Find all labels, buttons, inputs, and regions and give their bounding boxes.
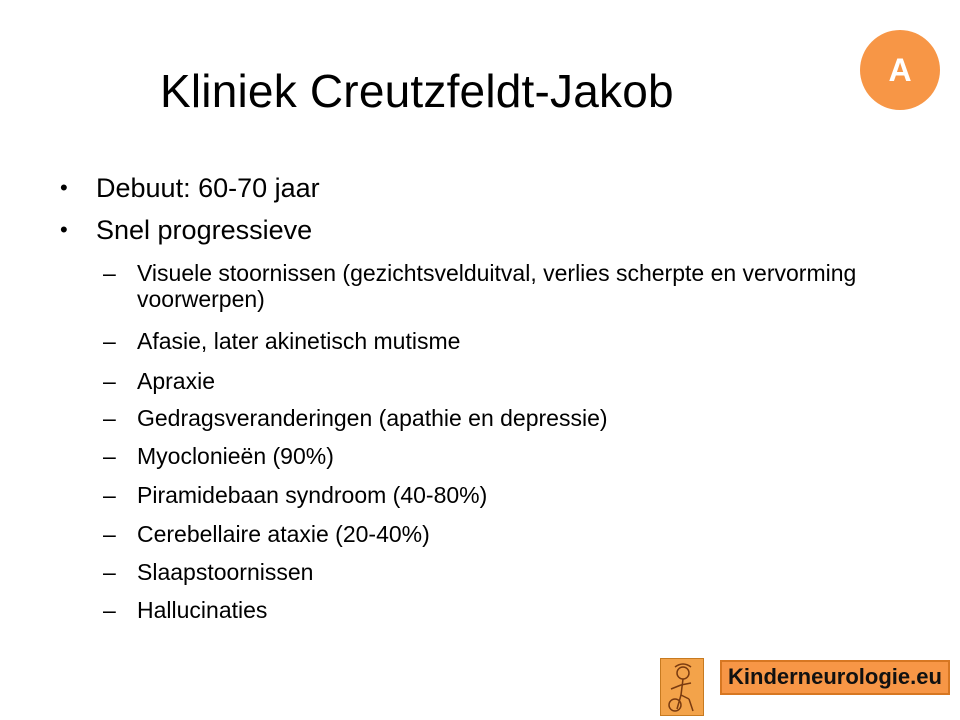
site-logo-text: Kinderneurologie.eu (720, 660, 950, 695)
child-drawing-icon (660, 658, 704, 716)
sub-bullet-item (103, 368, 897, 394)
sub-bullet-item (103, 482, 897, 508)
sub-bullet-text: Myoclonieën (90%) (137, 443, 334, 469)
sub-bullet-item (103, 597, 897, 623)
sub-bullet-text: Gedragsveranderingen (apathie en depressie) (137, 405, 608, 431)
bullet-text: Snel progressieve (96, 215, 313, 245)
dash-icon: – (103, 482, 116, 508)
sub-bullet-text: Apraxie (137, 368, 215, 394)
bullet-icon: • (60, 175, 68, 200)
dash-icon: – (103, 597, 116, 623)
bullet-text: Debuut: 60-70 jaar (96, 173, 320, 203)
sub-bullet-text: Cerebellaire ataxie (20-40%) (137, 521, 430, 547)
sub-bullet-item (103, 260, 897, 312)
sub-bullet-item (103, 405, 897, 431)
sub-bullet-item (103, 443, 897, 469)
sub-bullet-text: Slaapstoornissen (137, 559, 314, 585)
sub-bullet-item (103, 559, 897, 585)
sub-bullet-text: Piramidebaan syndroom (40-80%) (137, 482, 488, 508)
sub-bullet-text: Visuele stoornissen (gezichtsvelduitval, verlies scherpte en vervorming voorwerpen) (137, 260, 857, 312)
sub-bullet-item (103, 328, 897, 354)
bullet-item (60, 214, 313, 246)
dash-icon: – (103, 405, 116, 431)
dash-icon: – (103, 559, 116, 585)
dash-icon: – (103, 328, 116, 354)
bullet-icon: • (60, 217, 68, 242)
slide-title: Kliniek Creutzfeldt-Jakob (160, 65, 674, 117)
section-badge: A (860, 30, 940, 110)
dash-icon: – (103, 443, 116, 469)
footer-logo (660, 658, 950, 710)
sub-bullet-item (103, 521, 897, 547)
bullet-item (60, 172, 320, 204)
dash-icon: – (103, 368, 116, 394)
sub-bullet-text: Hallucinaties (137, 597, 268, 623)
dash-icon: – (103, 260, 116, 286)
sub-bullet-text: Afasie, later akinetisch mutisme (137, 328, 461, 354)
dash-icon: – (103, 521, 116, 547)
